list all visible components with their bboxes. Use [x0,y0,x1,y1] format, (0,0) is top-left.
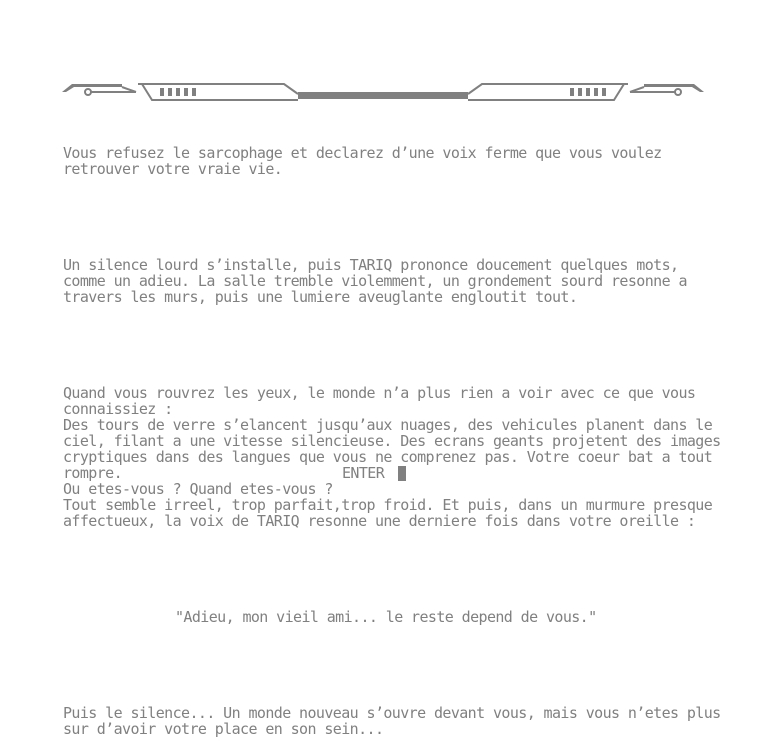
enter-label: ENTER [342,464,385,482]
story-paragraph-3: Quand vous rouvrez les yeux, le monde n’a plus rien a voir avec ce que vous connaissiez : Des tours de verre s’elancent jusqu’aux nuages, des vehicules planent dans le ciel, filant a une vitesse silencieuse. Des ecrans geants projetent des images cryptiques dans des langues que vous ne comprenez pas. Votre coeur bat a tout rompre. Ou etes-vous ? Quand etes-vous ? Tout semble irreel, trop parfait,trop froid. Et puis, dans un murmure presque affectueux, la voix de TARIQ resonne une derniere fois dans votre oreille : [63,384,721,530]
text-cursor [398,466,406,481]
story-paragraph-2: Un silence lourd s’installe, puis TARIQ prononce doucement quelques mots, comme un adieu. La salle tremble violemment, un grondement sourd resonne a travers les murs, puis une lumiere aveuglante engloutit tout. [63,256,687,306]
story-paragraph-4: Puis le silence... Un monde nouveau s’ouvre devant vous, mais vous n’etes plus sur d’avoir votre place en son sein... [63,704,721,738]
tariq-quote: "Adieu, mon vieil ami... le reste depend de vous." [175,608,597,626]
story-paragraph-1: Vous refusez le sarcophage et declarez d’une voix ferme que vous voulez retrouver votre vraie vie. [63,144,662,178]
enter-prompt[interactable] [342,465,406,481]
decorative-frame-border [62,80,704,102]
story-text [63,113,723,753]
